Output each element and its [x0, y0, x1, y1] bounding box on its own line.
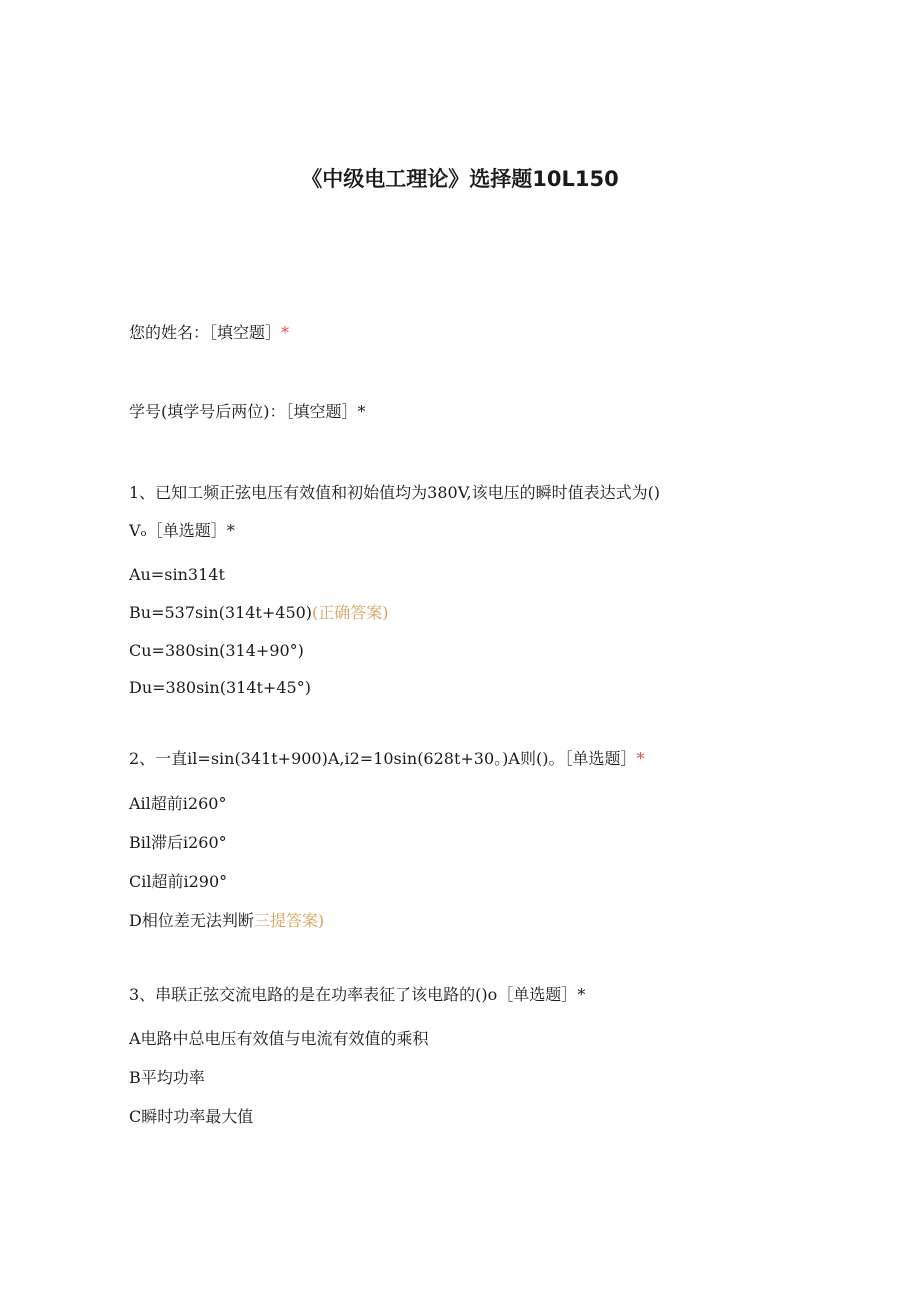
question-3-option-a[interactable]: [129, 1028, 429, 1050]
question-1-stem: 1、已知工频正弦电压有效值和初始值均为380V,该电压的瞬时值表达式为(): [129, 483, 661, 502]
required-star: *: [357, 402, 366, 421]
document-title: 《中级电工理论》选择题10L150: [301, 167, 619, 191]
option-text: Cu=380sin(314+90°): [129, 641, 304, 660]
option-text: Du=380sin(314t+45°): [129, 678, 311, 697]
option-text: D相位差无法判断: [129, 911, 254, 930]
option-text: Bu=537sin(314t+450): [129, 603, 313, 622]
question-2-option-a[interactable]: [129, 793, 226, 815]
student-id-field-text: 学号(填学号后两位)：［填空题］: [129, 402, 358, 421]
question-1-option-b[interactable]: [129, 602, 389, 624]
student-id-field-label: [129, 401, 366, 423]
question-2-text: 2、一直il=sin(341t+900)A,i2=10sin(628t+30。)A则()。［单选题］: [129, 749, 637, 768]
question-1-option-d[interactable]: [129, 677, 311, 699]
question-2-stem: [129, 748, 644, 770]
option-text: A电路中总电压有效值与电流有效值的乘积: [129, 1029, 429, 1048]
question-1-type: Vₒ［单选题］: [129, 521, 227, 540]
question-1-option-c[interactable]: [129, 640, 304, 662]
question-3-option-c[interactable]: [129, 1106, 253, 1128]
question-2-option-c[interactable]: [129, 871, 227, 893]
required-star: *: [577, 985, 586, 1004]
name-field-text: 您的姓名：［填空题］: [129, 323, 282, 342]
name-field-label: [129, 322, 289, 344]
question-1-stem-cont: [129, 520, 235, 542]
option-text: Bil滞后i260°: [129, 833, 227, 852]
option-text: B平均功率: [129, 1068, 205, 1087]
required-star: *: [281, 323, 290, 342]
question-2-option-b[interactable]: [129, 832, 227, 854]
question-3-stem: [129, 984, 585, 1006]
question-3-text: 3、串联正弦交流电路的是在功率表征了该电路的()o［单选题］: [129, 985, 578, 1004]
option-text: Au=sin314t: [129, 565, 225, 584]
question-3-option-b[interactable]: [129, 1067, 205, 1089]
option-text: Ail超前i260°: [129, 794, 227, 813]
required-star: *: [636, 749, 645, 768]
question-1-option-a[interactable]: [129, 564, 225, 586]
option-text: Cil超前i290°: [129, 872, 228, 891]
correct-answer-note: 三提答案): [253, 911, 325, 930]
option-text: C瞬时功率最大值: [129, 1107, 254, 1126]
question-2-option-d[interactable]: [129, 910, 324, 932]
required-star: *: [226, 521, 235, 540]
correct-answer-note: (正确答案): [312, 603, 389, 622]
